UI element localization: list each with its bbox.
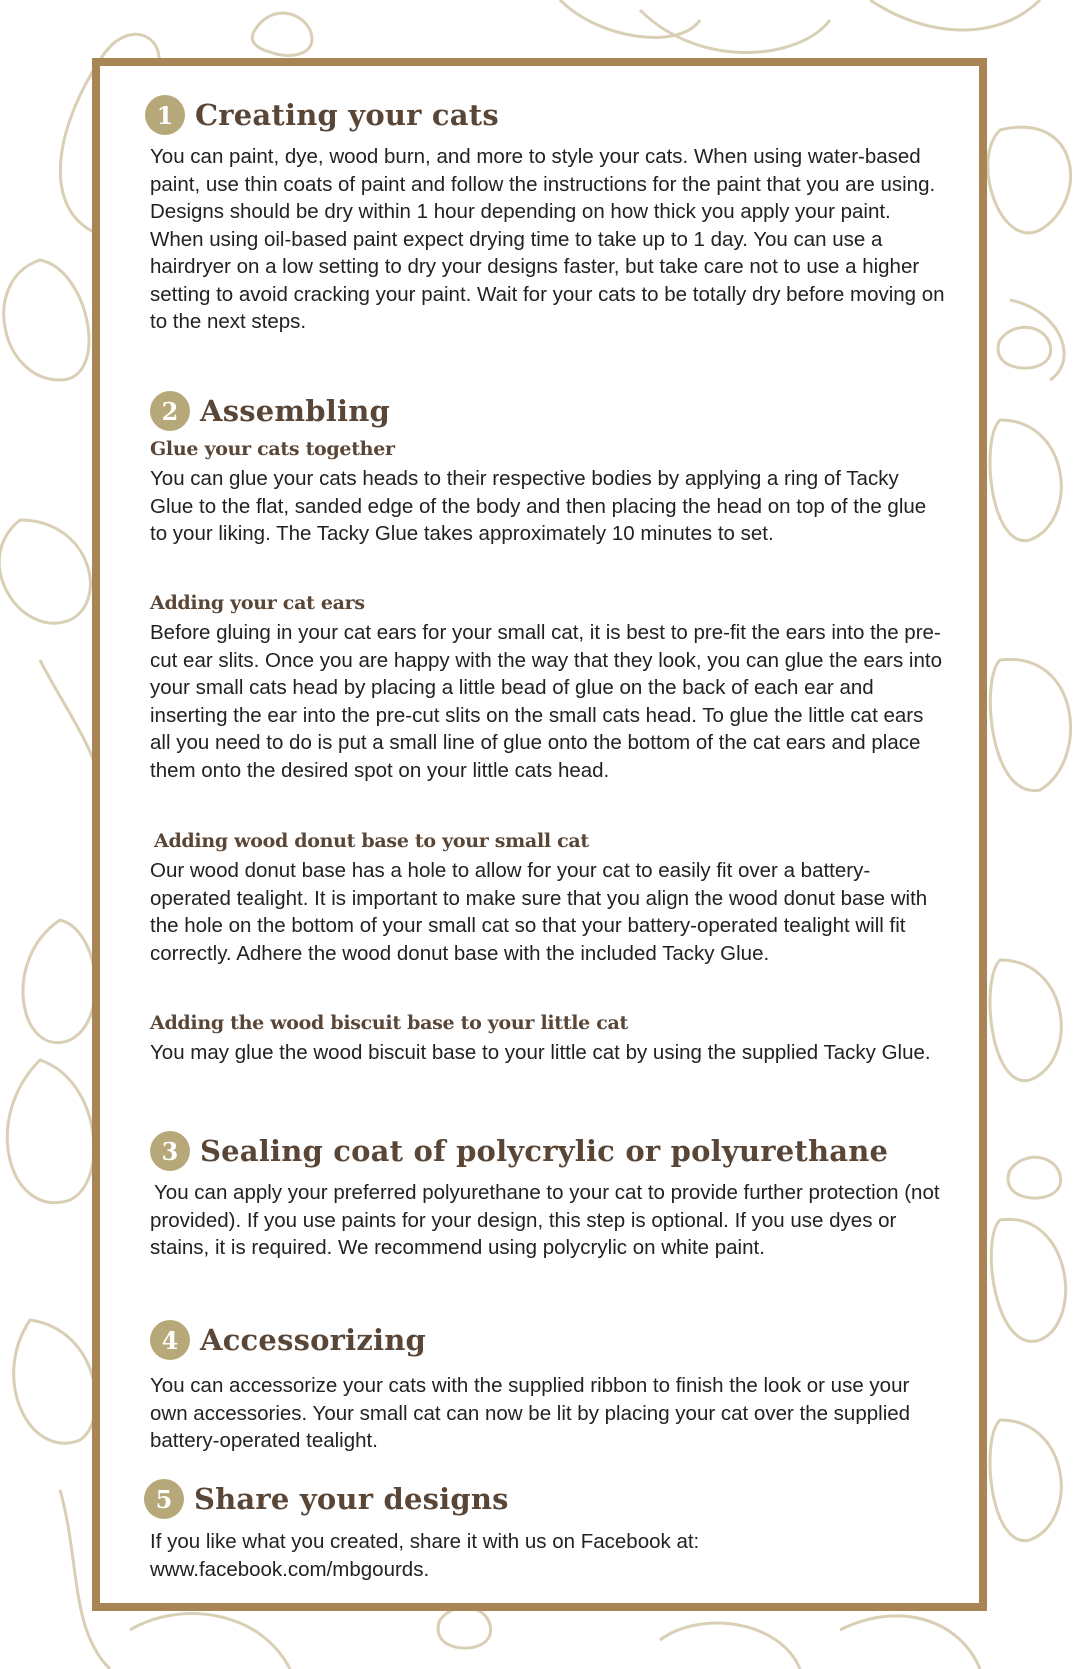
biscuit-base-heading: Adding the wood biscuit base to your little cat <box>150 1012 629 1034</box>
donut-base-body: Our wood donut base has a hole to allow for your cat to easily fit over a battery-operated tealight. It is important to make sure that you align the wood donut base with the hole on the bottom of your small cat so that your battery-operated tealight will fit correctly. Adhere the wood donut base with the included Tacky Glue. <box>150 859 928 965</box>
step-4-heading <box>150 1320 426 1360</box>
leaf-doodle <box>1008 1157 1061 1198</box>
step-5-heading <box>144 1479 509 1519</box>
gourd-doodle <box>870 0 1040 30</box>
step-1-title: Creating your cats <box>195 98 499 132</box>
gourd-doodle <box>40 660 100 780</box>
step-2-title: Assembling <box>200 394 390 428</box>
donut-base-heading: Adding wood donut base to your small cat <box>154 830 589 852</box>
leaf-doodle <box>438 1607 491 1648</box>
step-3-badge: 3 <box>150 1131 190 1171</box>
glue-cats-heading: Glue your cats together <box>150 438 395 460</box>
step-2-heading <box>150 391 390 431</box>
step-5-badge: 5 <box>144 1479 184 1519</box>
step-5-title: Share your designs <box>194 1482 509 1516</box>
gourd-doodle <box>23 920 95 1043</box>
gourd-doodle <box>0 520 90 623</box>
gourd-doodle <box>640 10 830 53</box>
step-1-badge: 1 <box>145 95 185 135</box>
leaf-doodle <box>998 327 1051 368</box>
step-4-badge: 4 <box>150 1320 190 1360</box>
step-3-body: You can apply your preferred polyurethane to your cat to provide further protection (not provided). If you use paints for your design, this step is optional. If you use dyes or stains, it is required. We recommend using polycrylic on white paint. <box>150 1181 940 1259</box>
step-4-title: Accessorizing <box>200 1323 427 1357</box>
step-5-body: If you like what you created, share it with us on Facebook at: www.facebook.com/mbgourds. <box>150 1530 700 1581</box>
gourd-doodle <box>990 659 1070 790</box>
cat-ears-body: Before gluing in your cat ears for your small cat, it is best to pre-fit the ears into the pre-cut ear slits. Once you are happy with the way that they look, you can glue the ears into your small cats head by placing a little bead of glue on the back of each ear and inserting the ear into the pre-cut slits on the small cats head. To glue the little cat ears all you need to do is put a small line of glue onto the bottom of the cat ears and place them onto the desired spot on your little cats head. <box>150 621 942 782</box>
step-4-body: You can accessorize your cats with the supplied ribbon to finish the look or use your own accessories. Your small cat can now be lit by placing your cat over the supplied battery-operated tealight. <box>150 1374 911 1452</box>
step-2-badge: 2 <box>150 391 190 431</box>
biscuit-base-body: You may glue the wood biscuit base to your little cat by using the supplied Tacky Glue. <box>150 1041 931 1064</box>
step-1-body: You can paint, dye, wood burn, and more to style your cats. When using water-based paint, use thin coats of paint and follow the instructions for the paint that you are using. Designs should be dry within 1 hour depending on how thick you apply your paint. When using oil-based paint expect drying time to take up to 1 day. You can use a hairdryer on a low setting to dry your designs faster, but take care not to use a higher setting to avoid cracking your paint. Wait for your cats to be totally dry before moving on to the next steps. <box>150 145 945 333</box>
cat-ears-heading: Adding your cat ears <box>150 592 365 614</box>
instructions-card <box>92 58 987 1611</box>
gourd-doodle <box>840 1616 980 1669</box>
step-1-heading <box>145 95 499 135</box>
gourd-doodle <box>990 960 1061 1081</box>
gourd-doodle <box>990 420 1061 541</box>
gourd-doodle <box>4 260 89 380</box>
glue-cats-body: You can glue your cats heads to their respective bodies by applying a ring of Tacky Glue to the flat, sanded edge of the body and then placing the head on top of the glue to your liking. The Tacky Glue takes approximately 10 minutes to set. <box>150 467 927 545</box>
gourd-doodle <box>990 1420 1061 1541</box>
gourd-doodle <box>991 1219 1065 1341</box>
step-3-heading <box>150 1131 888 1171</box>
gourd-doodle <box>7 1060 94 1203</box>
step-3-title: Sealing coat of polycrylic or polyurethane <box>200 1134 889 1168</box>
gourd-doodle <box>130 1614 290 1669</box>
gourd-doodle <box>988 127 1071 233</box>
leaf-doodle <box>252 13 312 55</box>
gourd-doodle <box>660 1623 800 1669</box>
gourd-doodle <box>14 1320 96 1443</box>
gourd-doodle <box>560 0 700 37</box>
